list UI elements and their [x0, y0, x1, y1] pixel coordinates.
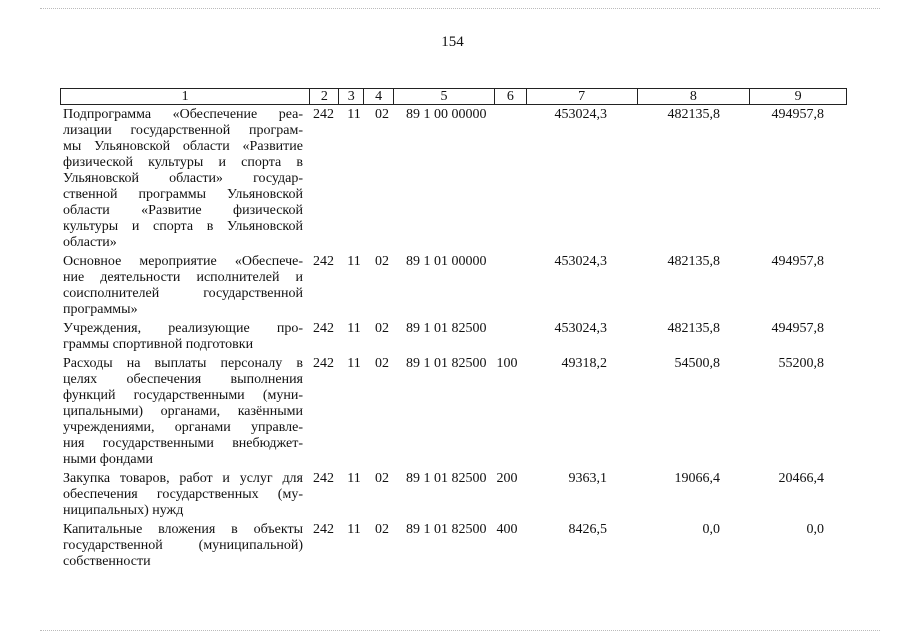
table-row	[63, 321, 847, 353]
cell-c2: 242	[313, 254, 334, 269]
cell-c7: 453024,3	[554, 321, 607, 336]
header-col-1: 1	[61, 89, 310, 104]
table-header	[60, 88, 847, 105]
table-body	[63, 107, 847, 573]
cell-c6	[492, 321, 522, 353]
cell-c5: 89 1 01 82500	[406, 356, 487, 371]
row-name-line: Закупка товаров, работ и услуг для	[63, 471, 303, 486]
row-name-line: Подпрограмма «Обеспечение реа-	[63, 107, 303, 122]
row-name-line: обеспечения государственных (му-	[63, 487, 303, 502]
cell-c4: 02	[375, 356, 389, 371]
cell-c2: 242	[313, 321, 334, 336]
cell-c4: 02	[375, 107, 389, 122]
cell-c3: 11	[347, 321, 361, 336]
cell-c5: 89 1 01 82500	[406, 522, 487, 537]
cell-c5: 89 1 01 00000	[406, 254, 487, 269]
cell-c6: 400	[496, 522, 518, 537]
cell-c5: 89 1 00 00000	[406, 107, 487, 122]
cell-c8: 482135,8	[667, 321, 720, 336]
row-name-line: Ульяновской области» государ-	[63, 171, 303, 186]
row-name-line: функций государственными (муни-	[63, 388, 303, 403]
cell-c3: 11	[347, 471, 361, 486]
row-name-line: области «Развитие физической	[63, 203, 303, 218]
row-name-line: области»	[63, 235, 117, 250]
cell-c6	[492, 254, 522, 318]
header-col-2: 2	[310, 89, 339, 104]
cell-c3: 11	[347, 356, 361, 371]
row-name-line: ципальными) органами, казёнными	[63, 404, 303, 419]
scan-artifact-bottom	[40, 630, 880, 632]
cell-c4: 02	[375, 471, 389, 486]
row-name	[63, 107, 303, 251]
cell-c7: 49318,2	[561, 356, 607, 371]
row-name	[63, 522, 303, 570]
cell-c5: 89 1 01 82500	[406, 321, 487, 336]
row-name-line: целях обеспечения выполнения	[63, 372, 303, 387]
cell-c7: 453024,3	[554, 254, 607, 269]
header-col-9: 9	[794, 89, 802, 104]
cell-c4: 02	[375, 321, 389, 336]
cell-c9: 494957,8	[771, 321, 824, 336]
cell-c8: 482135,8	[667, 254, 720, 269]
row-name	[63, 471, 303, 519]
row-name-line: лизации государственной програм-	[63, 123, 303, 138]
row-name-line: государственной (муниципальной)	[63, 538, 303, 553]
header-col-8: 8	[638, 89, 751, 104]
cell-c6: 100	[496, 356, 518, 371]
row-name	[63, 356, 303, 468]
header-col-3: 3	[339, 89, 364, 104]
cell-c2: 242	[313, 107, 334, 122]
row-name-line: граммы спортивной подготовки	[63, 337, 254, 352]
row-name-line: ние деятельности исполнителей и	[63, 270, 303, 285]
row-name-line: ния государственными внебюджет-	[63, 436, 303, 451]
table-row	[63, 522, 847, 570]
row-name-line: физической культуры и спорта в	[63, 155, 303, 170]
row-name-line: Капитальные вложения в объекты	[63, 522, 303, 537]
cell-c3: 11	[347, 522, 361, 537]
cell-c5: 89 1 01 82500	[406, 471, 487, 486]
row-name-line: учреждениями, органами управле-	[63, 420, 303, 435]
cell-c2: 242	[313, 356, 334, 371]
table-row	[63, 107, 847, 251]
row-name-line: мы Ульяновской области «Развитие	[63, 139, 303, 154]
row-name-line: ными фондами	[63, 452, 154, 467]
cell-c9: 494957,8	[771, 254, 824, 269]
row-name-line: собственности	[63, 554, 151, 569]
cell-c7: 8426,5	[568, 522, 607, 537]
cell-c8: 54500,8	[674, 356, 720, 371]
cell-c2: 242	[313, 522, 334, 537]
row-name	[63, 321, 303, 353]
header-col-6: 6	[495, 89, 527, 104]
table-row	[63, 254, 847, 318]
cell-c6: 200	[496, 471, 518, 486]
cell-c6	[492, 107, 522, 251]
cell-c2: 242	[313, 471, 334, 486]
cell-c9: 20466,4	[778, 471, 824, 486]
row-name-line: Учреждения, реализующие про-	[63, 321, 303, 336]
cell-c7: 9363,1	[568, 471, 607, 486]
scan-artifact-top	[40, 8, 880, 10]
cell-c4: 02	[375, 254, 389, 269]
row-name-line: Основное мероприятие «Обеспече-	[63, 254, 303, 269]
cell-c8: 482135,8	[667, 107, 720, 122]
cell-c3: 11	[347, 254, 361, 269]
table-row	[63, 356, 847, 468]
cell-c7: 453024,3	[554, 107, 607, 122]
row-name-line: ниципальных) нужд	[63, 503, 184, 518]
row-name-line: культуры и спорта в Ульяновской	[63, 219, 303, 234]
cell-c9: 55200,8	[778, 356, 824, 371]
cell-c9: 494957,8	[771, 107, 824, 122]
row-name-line: ственной программы Ульяновской	[63, 187, 303, 202]
header-col-5: 5	[394, 89, 495, 104]
row-name-line: соисполнителей государственной	[63, 286, 303, 301]
header-col-4: 4	[364, 89, 394, 104]
cell-c8: 0,0	[702, 522, 720, 537]
cell-c4: 02	[375, 522, 389, 537]
row-name	[63, 254, 303, 318]
row-name-line: Расходы на выплаты персоналу в	[63, 356, 303, 371]
table-row	[63, 471, 847, 519]
header-col-7: 7	[527, 89, 638, 104]
cell-c9: 0,0	[806, 522, 824, 537]
cell-c8: 19066,4	[674, 471, 720, 486]
row-name-line: программы»	[63, 302, 138, 317]
page-number: 154	[441, 34, 464, 50]
cell-c3: 11	[347, 107, 361, 122]
